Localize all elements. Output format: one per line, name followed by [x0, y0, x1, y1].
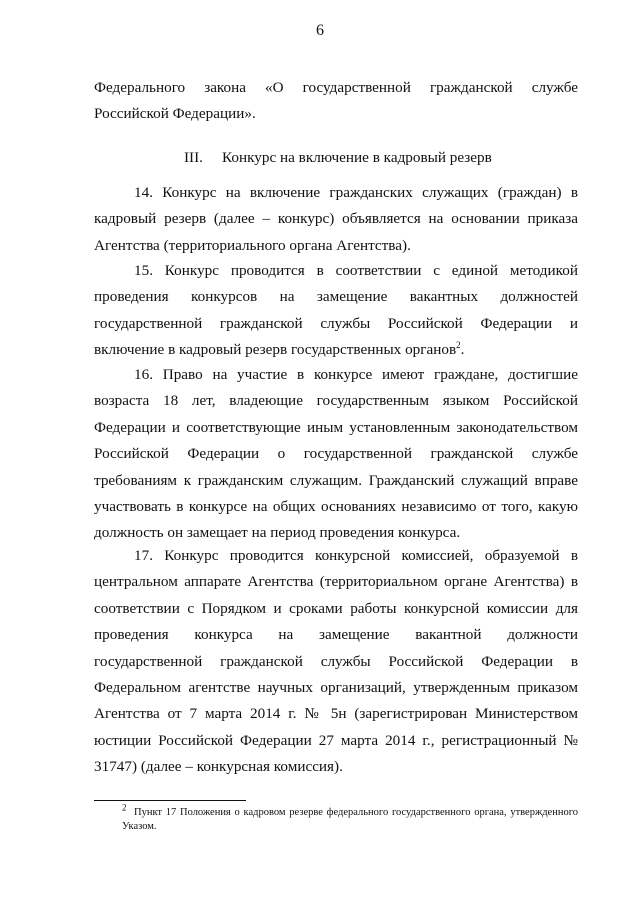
footnote-text: Пункт 17 Положения о кадровом резерве федерального государственного органа, утвержденного Указом. [122, 807, 579, 832]
intro-line-2: Российской Федерации». [94, 105, 256, 123]
section-title: Конкурс на включение в кадровый резерв [222, 149, 492, 166]
paragraph-15-end: . [460, 341, 465, 359]
footnote-ref: 2 [456, 340, 461, 351]
section-number: III. [184, 149, 203, 166]
paragraph-15 [94, 258, 578, 364]
paragraph-14: 14. Конкурс на включение гражданских служащих (граждан) в кадровый резерв (далее – конкурс) объявляется на основании приказа Агентства (территориального органа Агентства). [94, 184, 578, 254]
intro-line-1: Федерального закона «О государственной гражданской службе [94, 79, 578, 96]
intro-continuation [94, 75, 578, 128]
section-heading [0, 145, 640, 171]
footnote-rule [94, 800, 246, 801]
paragraph-17: 17. Конкурс проводится конкурсной комиссией, образуемой в центральном аппарате Агентства (территориальном органе Агентства) в соответствии с Порядком и сроками работы конкурсной комиссии для проведения конкурса на замещение вакантной должности государственной гражданской службы Российской Федерации в Федеральном агентстве научных организаций, утвержденным приказом Агентства от 7 марта 2014 г. № 5н (зарегистрирован Министерством юстиции Российской Федерации 27 марта 2014 г., регистрационный № 31747) (далее – конкурсная комиссия). [94, 547, 578, 776]
paragraph-16: 16. Право на участие в конкурсе имеют граждане, достигшие возраста 18 лет, владеющие государственным языком Российской Федерации и соответствующие иным установленным законодательством Российской Федерации о государственной гражданской службе требованиям к гражданским служащим. Гражданский служащий вправе участвовать в конкурсе на общих основаниях независимо от того, какую должность он замещает на период проведения конкурса. [94, 366, 578, 542]
paragraph-15-text: 15. Конкурс проводится в соответствии с единой методикой проведения конкурсов на замещение вакантных должностей государственной гражданской службы Российской Федерации и включение в кадровый резерв государственных органов [94, 262, 578, 359]
footnote-marker: 2 [122, 802, 127, 813]
footnote [94, 802, 579, 834]
page-number: 6 [316, 22, 324, 39]
